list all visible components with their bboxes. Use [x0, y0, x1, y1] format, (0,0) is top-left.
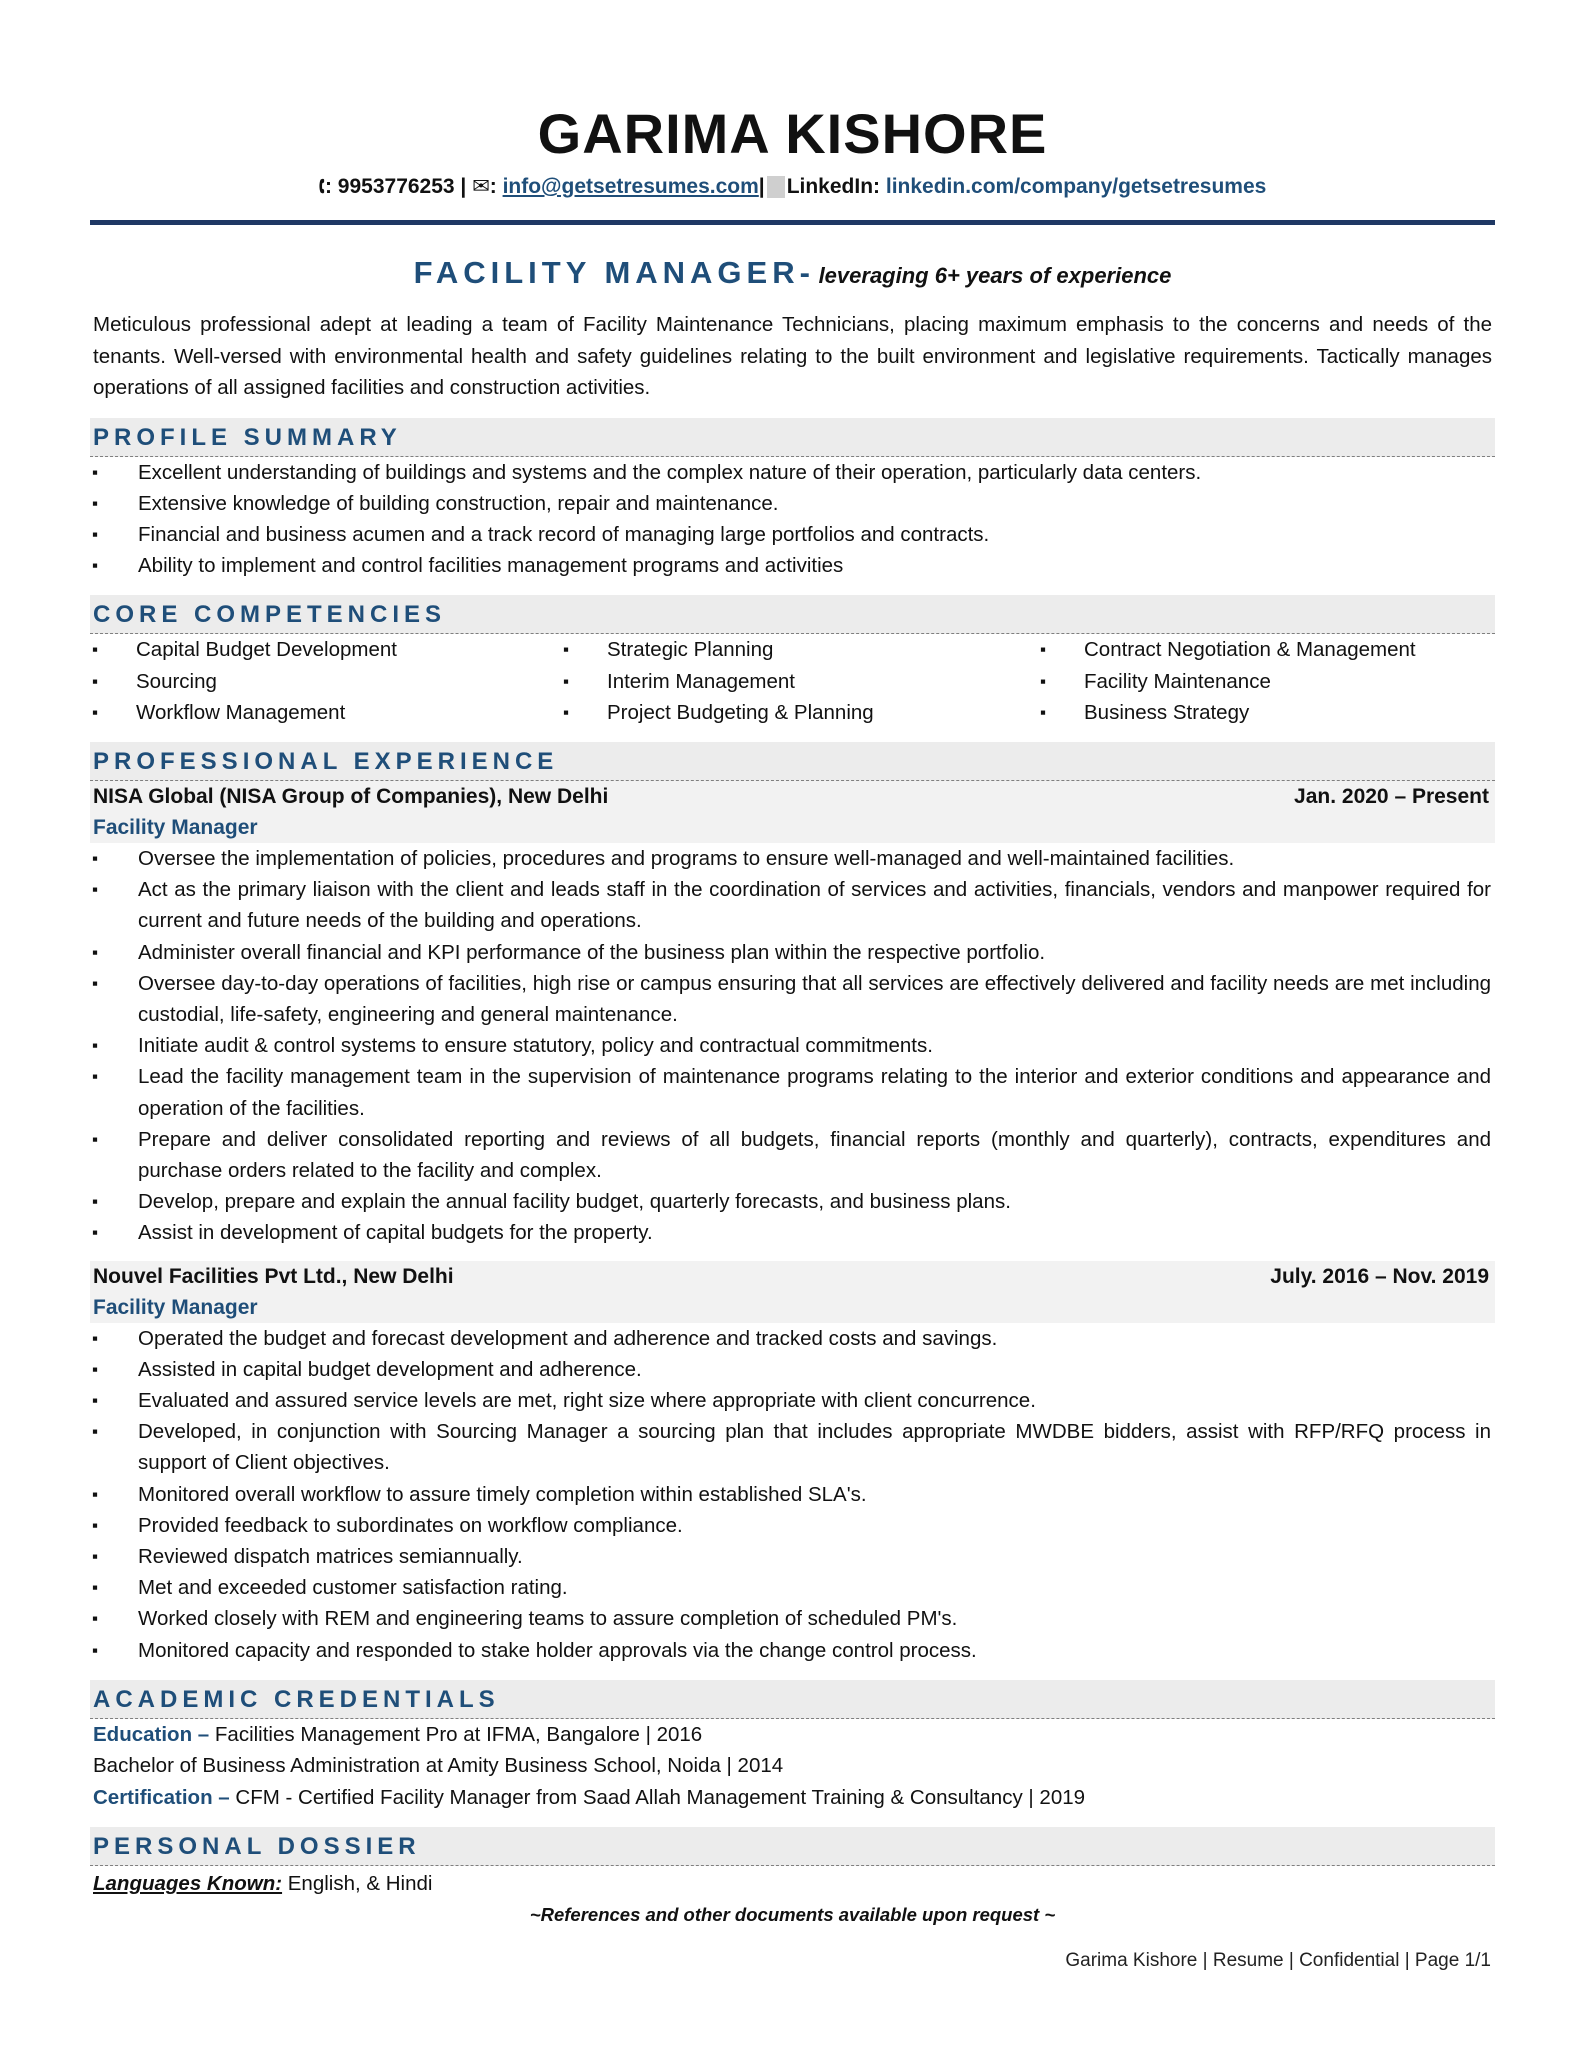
header-divider — [90, 220, 1495, 225]
resume-page — [90, 0, 1495, 1971]
job-header — [90, 1261, 1495, 1323]
certification-detail: CFM - Certified Facility Manager from Saad Allah Management Training & Consultancy | 2019 — [235, 1785, 1086, 1809]
academic-credentials — [90, 1719, 1495, 1814]
list-item: ▪ Project Budgeting & Planning — [561, 697, 1038, 728]
list-item: ▪ Reviewed dispatch matrices semiannually. — [90, 1541, 1495, 1572]
job-title: Facility Manager — [93, 815, 258, 839]
linkedin-link[interactable]: linkedin.com/company/getsetresumes — [885, 175, 1267, 198]
company-name: NISA Global (NISA Group of Companies), New Delhi — [93, 784, 609, 808]
list-item: ▪ Contract Negotiation & Management — [1038, 634, 1495, 665]
competencies-column-3 — [1038, 634, 1495, 728]
list-item: ▪ Financial and business acumen and a track record of managing large portfolios and contracts. — [90, 519, 1495, 550]
list-item: ▪ Met and exceeded customer satisfaction rating. — [90, 1572, 1495, 1603]
headline-dash: - — [799, 255, 819, 290]
job-responsibilities — [90, 843, 1495, 1249]
list-item: ▪ Initiate audit & control systems to ensure statutory, policy and contractual commitments. — [90, 1030, 1495, 1061]
headline-tagline: leveraging 6+ years of experience — [818, 263, 1172, 288]
list-item: ▪ Lead the facility management team in the supervision of maintenance programs relating to the interior and exterior conditions and appearance and operation of the facilities. — [90, 1061, 1495, 1123]
headline — [90, 253, 1495, 299]
list-item: ▪ Administer overall financial and KPI performance of the business plan within the respective portfolio. — [90, 937, 1495, 968]
phone-icon: 🕻 — [318, 175, 325, 198]
section-heading-academic-credentials: ACADEMIC CREDENTIALS — [90, 1680, 1495, 1719]
job-dates: July. 2016 – Nov. 2019 — [1270, 1264, 1489, 1288]
summary-paragraph: Meticulous professional adept at leading a team of Facility Maintenance Technicians, placing maximum emphasis to the concerns and needs of the tenants. Well-versed with environmental health and safety guidelines relating to the built environment and legislative requirements. Tactically manages operations of all assigned facilities and construction activities. — [93, 313, 1492, 399]
certification-line — [93, 1782, 1495, 1814]
list-item: ▪ Monitored capacity and responded to stake holder approvals via the change control process. — [90, 1635, 1495, 1666]
certification-label: Certification – — [93, 1785, 236, 1809]
job-role: FACILITY MANAGER — [413, 255, 800, 290]
list-item: ▪ Oversee day-to-day operations of facilities, high rise or campus ensuring that all services are effectively delivered and facility needs are met including custodial, life-safety, engineering and general maintenance. — [90, 968, 1495, 1030]
list-item: ▪ Provided feedback to subordinates on workflow compliance. — [90, 1510, 1495, 1541]
contact-line — [90, 172, 1495, 202]
list-item: ▪ Excellent understanding of buildings and systems and the complex nature of their operation, particularly data centers. — [90, 457, 1495, 488]
list-item: ▪ Capital Budget Development — [90, 634, 561, 665]
job-entry — [90, 781, 1495, 1249]
list-item: ▪ Worked closely with REM and engineering teams to assure completion of scheduled PM's. — [90, 1603, 1495, 1634]
linkedin-icon — [767, 176, 785, 198]
separator: | — [758, 175, 765, 198]
job-header — [90, 781, 1495, 843]
list-item: ▪ Oversee the implementation of policies, procedures and programs to ensure well-managed and well-maintained facilities. — [90, 843, 1495, 874]
list-item: ▪ Ability to implement and control facilities management programs and activities — [90, 550, 1495, 581]
list-item: ▪ Sourcing — [90, 666, 561, 697]
job-entry — [90, 1261, 1495, 1666]
section-heading-core-competencies: CORE COMPETENCIES — [90, 595, 1495, 634]
job-title: Facility Manager — [93, 1295, 258, 1319]
page-footer: Garima Kishore | Resume | Confidential | Page 1/1 — [1065, 1950, 1491, 1971]
education-detail: Facilities Management Pro at IFMA, Bangalore | 2016 — [214, 1722, 703, 1746]
competencies-column-2 — [561, 634, 1038, 728]
email-label: : — [489, 175, 503, 198]
list-item: ▪ Assisted in capital budget development and adherence. — [90, 1354, 1495, 1385]
list-item: ▪ Prepare and deliver consolidated reporting and reviews of all budgets, financial reports (monthly and quarterly), contracts, expenditures and purchase orders related to the facility and complex. — [90, 1124, 1495, 1186]
candidate-name: GARIMA KISHORE — [537, 102, 1048, 165]
section-heading-professional-experience: PROFESSIONAL EXPERIENCE — [90, 742, 1495, 781]
profile-summary-list — [90, 457, 1495, 582]
phone-number[interactable]: 9953776253 — [337, 175, 455, 198]
job-responsibilities — [90, 1323, 1495, 1666]
list-item: ▪ Operated the budget and forecast development and adherence and tracked costs and savings. — [90, 1323, 1495, 1354]
education-label: Education – — [93, 1722, 215, 1746]
mail-icon: ✉ — [472, 175, 490, 198]
list-item: ▪ Monitored overall workflow to assure timely completion within established SLA's. — [90, 1479, 1495, 1510]
linkedin-label: LinkedIn: — [786, 175, 886, 198]
education-line-2: Bachelor of Business Administration at Amity Business School, Noida | 2014 — [93, 1754, 784, 1778]
list-item: ▪ Extensive knowledge of building construction, repair and maintenance. — [90, 488, 1495, 519]
personal-dossier — [90, 1868, 1495, 1899]
list-item: ▪ Develop, prepare and explain the annual facility budget, quarterly forecasts, and business plans. — [90, 1186, 1495, 1217]
list-item: ▪ Facility Maintenance — [1038, 666, 1495, 697]
references-note: ~References and other documents available upon request ~ — [529, 1904, 1056, 1926]
competencies-grid — [90, 634, 1495, 728]
list-item: ▪ Act as the primary liaison with the client and leads staff in the coordination of services and activities, financials, vendors and manpower required for current and future needs of the building and operations. — [90, 874, 1495, 936]
list-item: ▪ Interim Management — [561, 666, 1038, 697]
list-item: ▪ Developed, in conjunction with Sourcing Manager a sourcing plan that includes appropriate MWDBE bidders, assist with RFP/RFQ process in support of Client objectives. — [90, 1416, 1495, 1478]
competencies-column-1 — [90, 634, 561, 728]
phone-label: : — [324, 175, 338, 198]
section-heading-profile-summary: PROFILE SUMMARY — [90, 418, 1495, 457]
section-heading-personal-dossier: PERSONAL DOSSIER — [90, 1827, 1495, 1866]
list-item: ▪ Assist in development of capital budgets for the property. — [90, 1217, 1495, 1248]
education-line-1 — [93, 1719, 1495, 1751]
job-dates: Jan. 2020 – Present — [1294, 784, 1489, 808]
company-name: Nouvel Facilities Pvt Ltd., New Delhi — [93, 1264, 454, 1288]
languages-value: English, & Hindi — [282, 1872, 433, 1896]
list-item: ▪ Business Strategy — [1038, 697, 1495, 728]
separator: | — [454, 175, 473, 198]
list-item: ▪ Workflow Management — [90, 697, 561, 728]
languages-label: Languages Known: — [93, 1872, 283, 1896]
list-item: ▪ Strategic Planning — [561, 634, 1038, 665]
email-link[interactable]: info@getsetresumes.com — [502, 175, 759, 198]
list-item: ▪ Evaluated and assured service levels are met, right size where appropriate with client concurrence. — [90, 1385, 1495, 1416]
